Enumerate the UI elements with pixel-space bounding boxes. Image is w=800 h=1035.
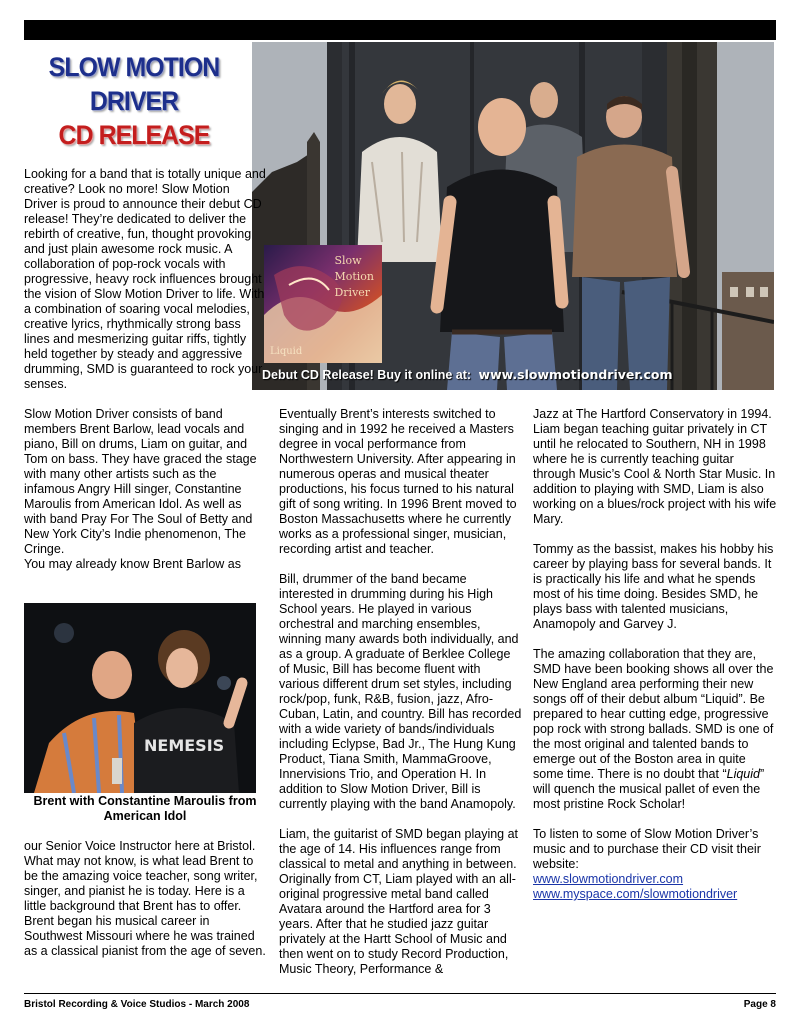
paragraph: Bill, drummer of the band became interested in drumming during his High School years. He played in various orchestral and marching ensembles, winning many awards both individually, and as a group. A graduate of Berklee College of Music, Bill has become fluent with various different drum set styles, including rock/pop, funk, R&B, fusion, jazz, Afro-Cuban, Latin, and country. Bill has recorded with a wide variety of bands/individuals including Eclypse, Bad Jr., The Hung Kung Product, Tiana Smith, MammaGroove, Innervisions Trio, and Operation H. In addition to Slow Motion Driver, Bill is currently playing with the band Anamopoly.	[279, 572, 522, 811]
paragraph: Tommy as the bassist, makes his hobby his career by playing bass for several bands. It is practically his life and what he spends most of his time doing. Besides SMD, he plays bass with talented musicians, Anamopoly and Garvey J.	[533, 542, 774, 631]
paragraph: our Senior Voice Instructor here at Bristol. What may not know, is what lead Brent to be the amazing voice teacher, song writer, singer, and pianist he is today. Here is a little background that Brent has to offer.	[24, 839, 258, 913]
cd-band-word: Motion	[334, 270, 374, 283]
photo-caption	[262, 367, 673, 382]
paragraph: To listen to some of Slow Motion Driver’s music and to purchase their CD visit their website:	[533, 827, 761, 871]
photo-caption-lead: Debut CD Release! Buy it online at:	[262, 368, 472, 382]
paragraph: Looking for a band that is totally unique and creative? Look no more! Slow Motion Driver is proud to announce their debut CD release! They’re dedicated to deliver the rebirth of creative, fun, thought provoking and just plain awesome rock music. A collaboration of pop-rock vocals with progressive, heavy rock influences brought the vision of Slow Motion Driver to life. With a combination of soaring vocal melodies, creative lyrics, rhythmically strong bass lines and mesmerizing guitar riffs, tightly held together by steady and aggressive drumming, SMD is guaranteed to rock your senses.	[24, 167, 266, 391]
title-line-2: DRIVER	[89, 86, 179, 116]
column-3	[533, 407, 778, 902]
paragraph: Slow Motion Driver consists of band members Brent Barlow, lead vocals and piano, Bill on drums, Liam on guitar, and Tom on bass. They have graced the stage with many other artists such as the infamous Angry Hill singer, Constantine Maroulis from American Idol. As well as with band Pray For The Soul of Betty and New York City’s Indie phenomenon, The Cringe.	[24, 407, 257, 556]
column-2	[279, 407, 524, 977]
website-link[interactable]: www.slowmotiondriver.com	[533, 872, 684, 886]
album-name: Liquid	[726, 767, 760, 781]
column-1-bottom	[24, 839, 266, 959]
cd-band-word: Driver	[334, 286, 371, 299]
cd-band-word: Slow	[334, 254, 362, 267]
photo-illustration	[24, 603, 256, 793]
paragraph: You may already know Brent Barlow as	[24, 557, 242, 571]
shirt-text: NEMESIS	[144, 736, 225, 755]
photo-caption-url: www.slowmotiondriver.com	[478, 367, 673, 382]
title-line-3: CD RELEASE	[58, 120, 210, 150]
article-title	[33, 50, 235, 152]
paragraph: Brent began his musical career in Southwest Missouri where he was trained as a classical pianist from the age of seven.	[24, 914, 266, 958]
footer-publication: Bristol Recording & Voice Studios - March 2008	[24, 999, 250, 1010]
brent-constantine-photo	[24, 603, 256, 793]
photo-caption-small: Brent with Constantine Maroulis from American Idol	[33, 794, 257, 823]
paragraph: Liam, the guitarist of SMD began playing at the age of 14. His influences range from classical to metal and anything in between. Originally from CT, Liam played with an all-original progressive metal band called Avatara around the Hartford area for 3 years. After that he studied jazz guitar privately at the Hartt School of Music and then went on to study Record Production, Music Theory, Performance &	[279, 827, 519, 976]
title-line-1: SLOW MOTION	[48, 52, 220, 82]
text-run: The amazing collaboration that they are, SMD have been booking shows all over the New England area performing their new songs off of their debut album “Liquid”. Be prepared to hear cutting edge, progressive pop rock with strong ballads. SMD is one of the most original and talented bands to emerge out of the Boston area in quite some time. There is no doubt that “	[533, 647, 774, 781]
paragraph	[533, 647, 778, 812]
header-bar	[24, 20, 776, 40]
paragraph: Jazz at The Hartford Conservatory in 1994. Liam began teaching guitar privately in CT until he relocated to Southern, NH in 1998 where he is currently teaching guitar through Music’s Cool & North Star Music. In addition to playing with SMD, Liam is also working on a blues/rock project with his wife Mary.	[533, 407, 777, 526]
footer-rule	[24, 993, 776, 994]
cd-album-title: Liquid	[270, 346, 303, 357]
band-photo	[252, 42, 774, 390]
text-run: ” will quench the musical pallet of even the most pristine Rock Scholar!	[533, 767, 765, 811]
myspace-link[interactable]: www.myspace.com/slowmotiondriver	[533, 887, 738, 901]
paragraph: Eventually Brent’s interests switched to singing and in 1992 he received a Masters degree in vocal performance from Northwestern University. After appearing in numerous operas and musical theater productions, his focus turned to his natural gift of song writing. In 1996 Brent moved to Boston Massachusetts where he currently works as a professional singer, musician, recording artist and teacher.	[279, 407, 517, 556]
column-1-top	[24, 167, 266, 572]
page-number: Page 8	[743, 999, 776, 1010]
cd-band-name	[334, 253, 374, 301]
cd-cover-image	[264, 245, 382, 363]
